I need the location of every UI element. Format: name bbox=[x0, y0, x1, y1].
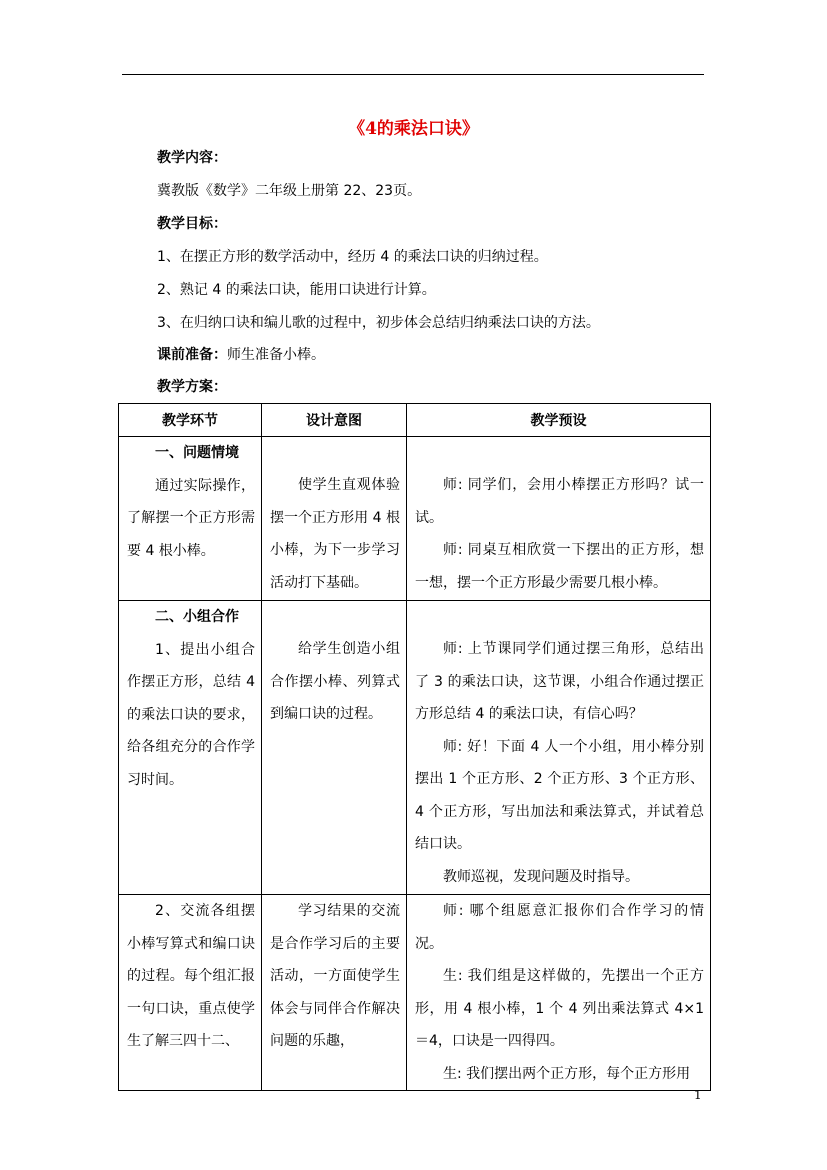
content-text: 冀教版《数学》二年级上册第 22、23页。 bbox=[157, 183, 422, 199]
intent-cell bbox=[262, 895, 407, 1091]
table-row bbox=[119, 895, 711, 1091]
content-label: 教学内容： bbox=[157, 150, 227, 166]
section-heading: 一、问题情境 bbox=[155, 445, 239, 461]
stage-text: 2、交流各组摆小棒写算式和编口诀的过程。每个组汇报一句口诀，重点使学生了解三四十二、 bbox=[127, 903, 255, 1049]
preset-cell bbox=[407, 601, 711, 895]
preset-paragraph: 教师巡视，发现问题及时指导。 bbox=[443, 868, 639, 885]
goal-item: 2、熟记 4 的乘法口诀，能用口诀进行计算。 bbox=[157, 282, 436, 298]
stage-text: 1、提出小组合作摆正方形，总结 4 的乘法口诀的要求，给各组充分的合作学习时间。 bbox=[127, 641, 255, 788]
preset-paragraph: 师: 哪个组愿意汇报你们合作学习的情况。 bbox=[415, 903, 704, 952]
stage-cell bbox=[119, 437, 262, 601]
lesson-plan-table bbox=[118, 403, 711, 1091]
table-row bbox=[119, 601, 711, 895]
intent-text: 给学生创造小组合作摆小棒、列算式到编口诀的过程。 bbox=[270, 641, 400, 722]
preset-paragraph: 师: 同桌互相欣赏一下摆出的正方形，想一想，摆一个正方形最少需要几根小棒。 bbox=[415, 542, 704, 591]
page-number: 1 bbox=[694, 1088, 702, 1102]
column-header: 教学预设 bbox=[407, 404, 711, 437]
intent-text: 使学生直观体验摆一个正方形用 4 根小棒，为下一步学习活动打下基础。 bbox=[270, 477, 400, 591]
plan-label: 教学方案： bbox=[157, 379, 227, 395]
preset-paragraph: 生: 我们组是这样做的，先摆出一个正方形，用 4 根小棒，1 个 4 列出乘法算式 4×1＝4，口诀是一四得四。 bbox=[415, 968, 704, 1049]
section-heading: 二、小组合作 bbox=[155, 609, 239, 625]
prep-label: 课前准备： bbox=[157, 347, 227, 363]
column-header: 设计意图 bbox=[262, 404, 407, 437]
preset-paragraph: 生: 我们摆出两个正方形，每个正方形用 bbox=[443, 1065, 691, 1082]
goal-item: 1、在摆正方形的数学活动中，经历 4 的乘法口诀的归纳过程。 bbox=[157, 249, 548, 265]
intent-cell bbox=[262, 601, 407, 895]
goals-label: 教学目标： bbox=[157, 216, 227, 232]
prep-text: 师生准备小棒。 bbox=[227, 347, 325, 363]
column-header: 教学环节 bbox=[119, 404, 262, 437]
stage-text: 通过实际操作，了解摆一个正方形需要 4 根小棒。 bbox=[127, 477, 255, 559]
stage-cell bbox=[119, 601, 262, 895]
stage-cell bbox=[119, 895, 262, 1091]
preset-paragraph: 师: 同学们，会用小棒摆正方形吗？试一试。 bbox=[415, 477, 704, 526]
preset-paragraph: 师: 上节课同学们通过摆三角形，总结出了 3 的乘法口诀，这节课，小组合作通过摆正方形总结 4 的乘法口诀，有信心吗？ bbox=[415, 641, 704, 722]
table-row bbox=[119, 437, 711, 601]
preset-cell bbox=[407, 895, 711, 1091]
preset-paragraph: 师: 好！下面 4 人一个小组，用小棒分别摆出 1 个正方形、2 个正方形、3 个正方形、4 个正方形，写出加法和乘法算式，并试着总结口诀。 bbox=[415, 738, 704, 852]
intent-text: 学习结果的交流是合作学习后的主要活动，一方面使学生体会与同伴合作解决问题的乐趣， bbox=[270, 903, 400, 1049]
preset-cell bbox=[407, 437, 711, 601]
goal-item: 3、在归纳口诀和编儿歌的过程中，初步体会总结归纳乘法口诀的方法。 bbox=[157, 315, 600, 331]
prep-line bbox=[157, 345, 325, 365]
intent-cell bbox=[262, 437, 407, 601]
document-title: 《4的乘法口诀》 bbox=[348, 119, 479, 139]
header-rule bbox=[122, 74, 704, 75]
table-header-row bbox=[119, 404, 711, 437]
